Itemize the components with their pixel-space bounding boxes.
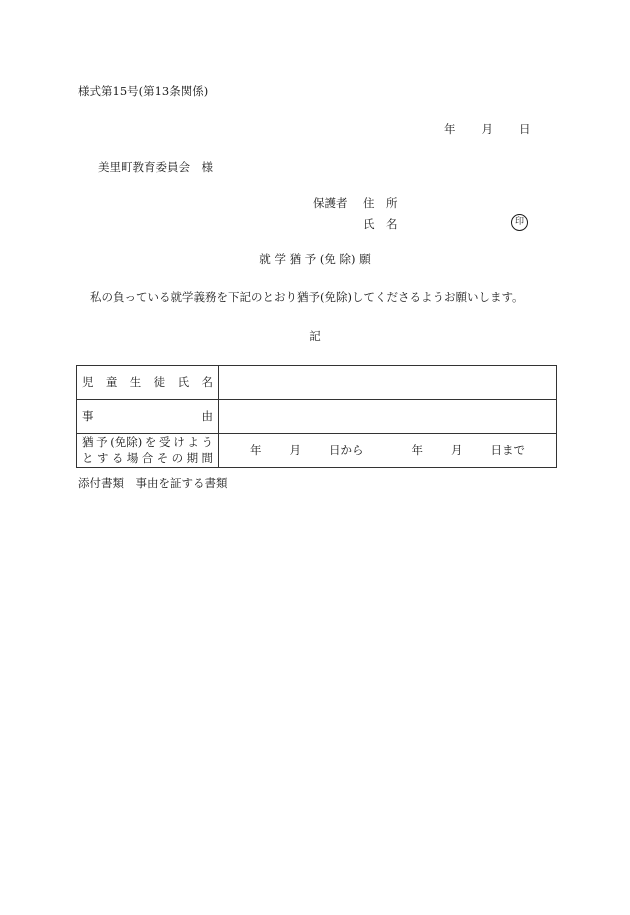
date-month: 月	[481, 122, 493, 136]
period-to-month: 月	[451, 442, 463, 457]
date-day: 日	[519, 122, 531, 136]
document-title: 就 学 猶 予 (免 除) 願	[259, 252, 371, 266]
period-from-month: 月	[289, 442, 301, 457]
applicant-role: 保護者	[313, 196, 348, 210]
date-year: 年	[444, 122, 456, 136]
period-label-cell	[77, 434, 219, 468]
label-char: け	[173, 434, 185, 449]
period-to-day: 日まで	[490, 442, 525, 457]
period-to-year: 年	[411, 442, 423, 457]
period-from-year: 年	[250, 442, 262, 457]
label-char: 生	[129, 374, 142, 389]
label-char: 氏	[177, 374, 190, 389]
label-char: 由	[201, 408, 213, 423]
label-char: 間	[201, 450, 213, 465]
reason-label-cell	[77, 400, 219, 434]
table-row	[77, 400, 557, 434]
label-char: 徒	[153, 374, 166, 389]
label-char: 童	[105, 374, 118, 389]
label-char: 期	[186, 450, 199, 465]
label-char: 場	[126, 450, 139, 465]
form-number: 様式第15号(第13条関係)	[78, 84, 209, 98]
applicant-address-label: 住 所	[363, 196, 398, 210]
period-from-day: 日から	[329, 442, 364, 457]
table-row	[77, 366, 557, 400]
label-char: 受	[159, 434, 171, 449]
label-char: 合	[141, 450, 154, 465]
label-char: 猶	[82, 434, 94, 449]
applicant-name-label: 氏 名	[363, 217, 398, 231]
submission-date	[444, 124, 531, 136]
attachment-note: 添付書類 事由を証する書類	[78, 476, 228, 490]
period-value-cell[interactable]	[219, 434, 557, 468]
label-char: 児	[82, 374, 94, 389]
label-char: よ	[187, 434, 199, 449]
addressee: 美里町教育委員会 様	[98, 160, 213, 174]
label-char: と	[82, 450, 94, 465]
label-char: 予	[96, 434, 108, 449]
seal-mark: 印	[511, 214, 528, 231]
reason-value-cell[interactable]	[219, 400, 557, 434]
label-char: の	[171, 450, 184, 465]
student-name-value-cell[interactable]	[219, 366, 557, 400]
label-char: る	[111, 450, 124, 465]
label-char: を	[144, 434, 157, 449]
ki-heading: 記	[309, 329, 321, 343]
label-char: そ	[156, 450, 169, 465]
label-char: 名	[201, 374, 213, 389]
request-text: 私の負っている就学義務を下記のとおり猶予(免除)してくださるようお願いします。	[90, 290, 524, 304]
table-row	[77, 434, 557, 468]
label-char: う	[201, 434, 213, 449]
label-char: 事	[82, 408, 94, 423]
application-table	[76, 365, 557, 468]
label-char: す	[96, 450, 109, 465]
label-char: (免除)	[110, 434, 143, 449]
student-name-label-cell	[77, 366, 219, 400]
